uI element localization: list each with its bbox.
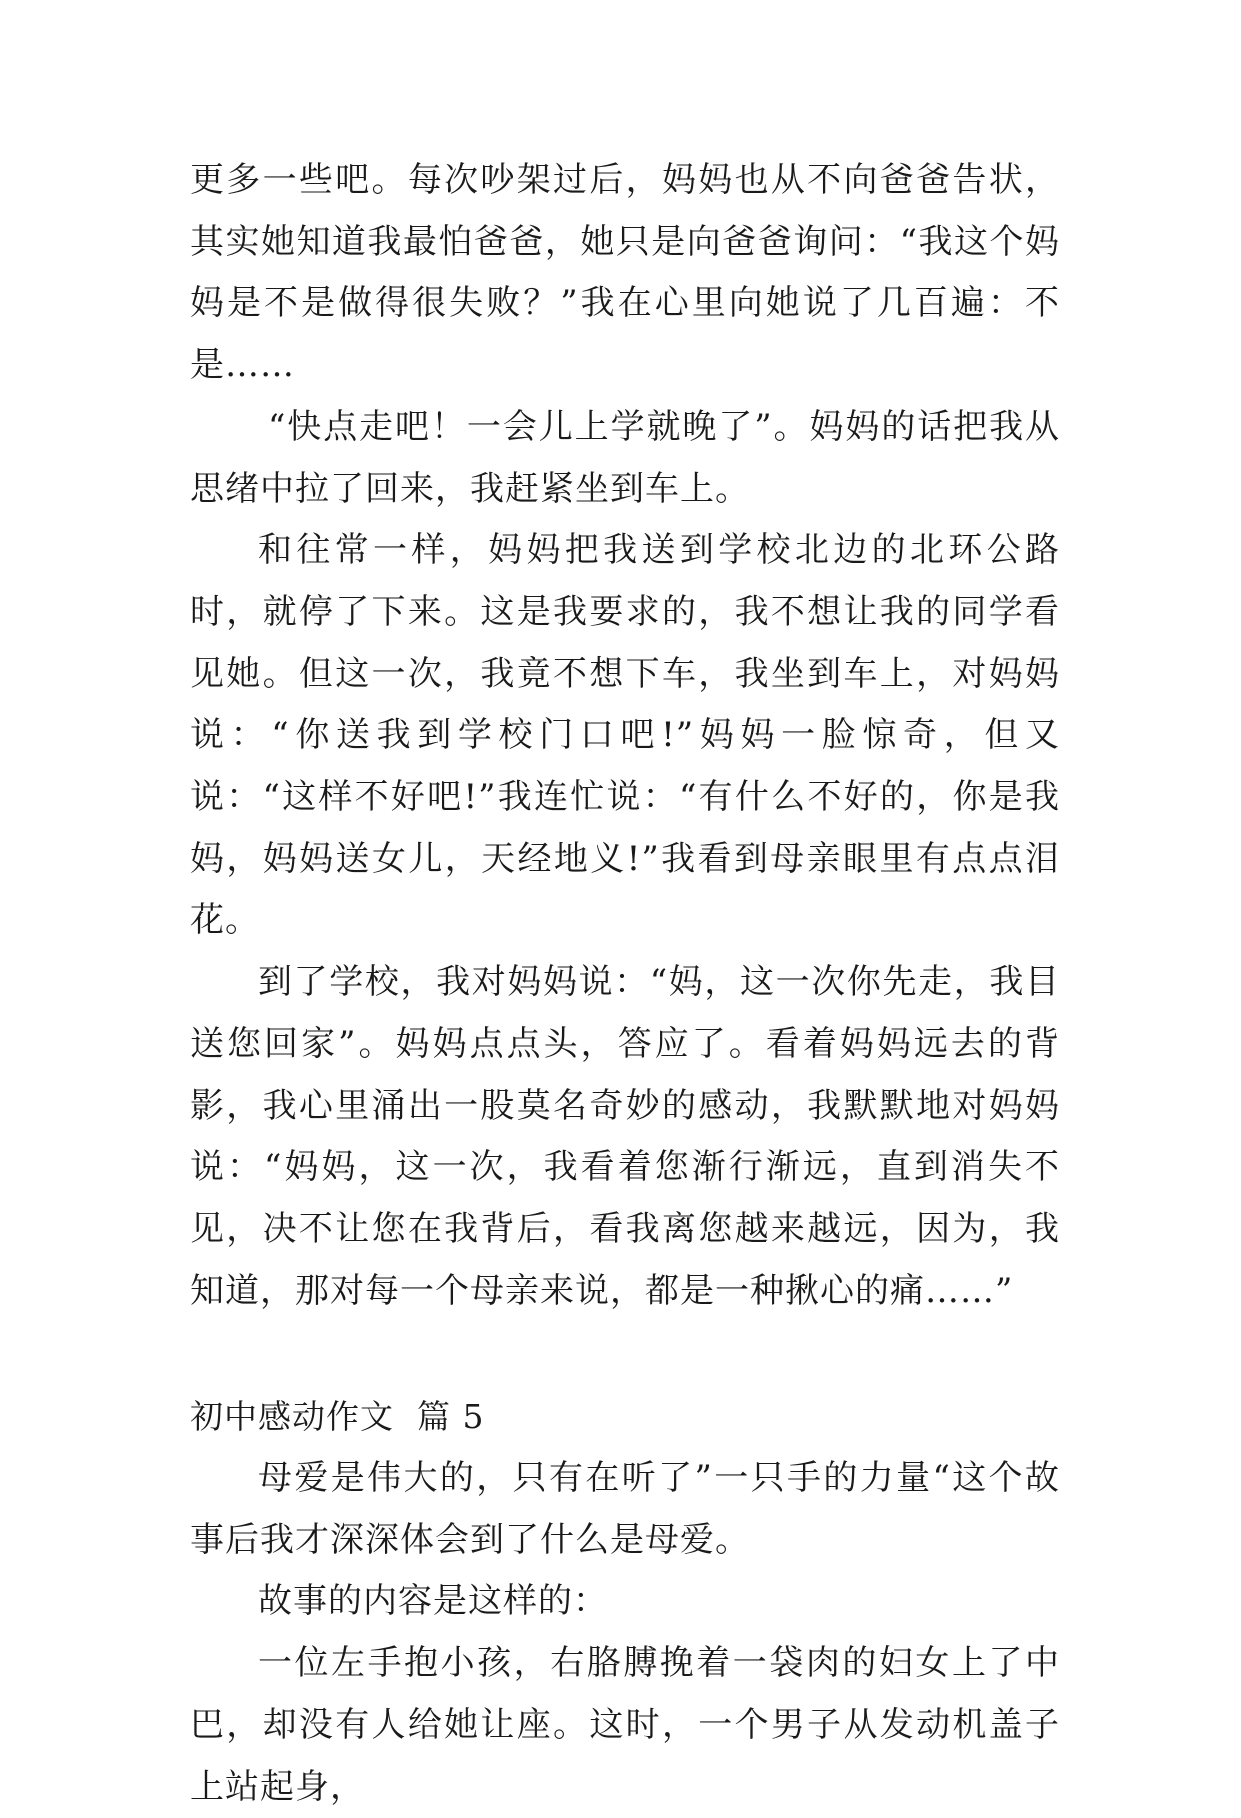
paragraph-school-farewell: 到了学校，我对妈妈说：“妈，这一次你先走，我目送您回家”。妈妈点点头，答应了。看着妈妈远去的背影，我心里涌出一股莫名奇妙的感动，我默默地对妈妈说：“妈妈，这一次，我看着您渐行渐远，直到消失不见，决不让您在我背后，看我离您越来越远，因为，我知道，那对每一个母亲来说，都是一种揪心的痛……” (190, 962, 1060, 1311)
document-page (190, 150, 1060, 1818)
paragraph-story-intro: 故事的内容是这样的： (258, 1581, 608, 1622)
paragraph-story-bus: 一位左手抱小孩，右胳膊挽着一袋肉的妇女上了中巴，却没有人给她让座。这时，一个男子从发动机盖子上站起身， (190, 1643, 1060, 1807)
paragraph-drop-off: 和往常一样，妈妈把我送到学校北边的北环公路时，就停了下来。这是我要求的，我不想让我的同学看见她。但这一次，我竟不想下车，我坐到车上，对妈妈说：“你送我到学校门口吧!”妈妈一脸惊奇，但又说：“这样不好吧!”我连忙说：“有什么不好的，你是我妈，妈妈送女儿，天经地义!”我看到母亲眼里有点点泪花。 (190, 530, 1060, 941)
paragraph-dialogue-hurry: “快点走吧！一会儿上学就晚了”。妈妈的话把我从思绪中拉了回来，我赶紧坐到车上。 (190, 406, 1060, 509)
paragraph-continued: 更多一些吧。每次吵架过后，妈妈也从不向爸爸告状，其实她知道我最怕爸爸，她只是向爸爸询问：“我这个妈妈是不是做得很失败？”我在心里向她说了几百遍：不是…… (190, 160, 1060, 386)
paragraph-mother-love: 母爱是伟大的，只有在听了”一只手的力量“这个故事后我才深深体会到了什么是母爱。 (190, 1458, 1060, 1560)
section-heading: 初中感动作文 篇 5 (190, 1397, 485, 1437)
